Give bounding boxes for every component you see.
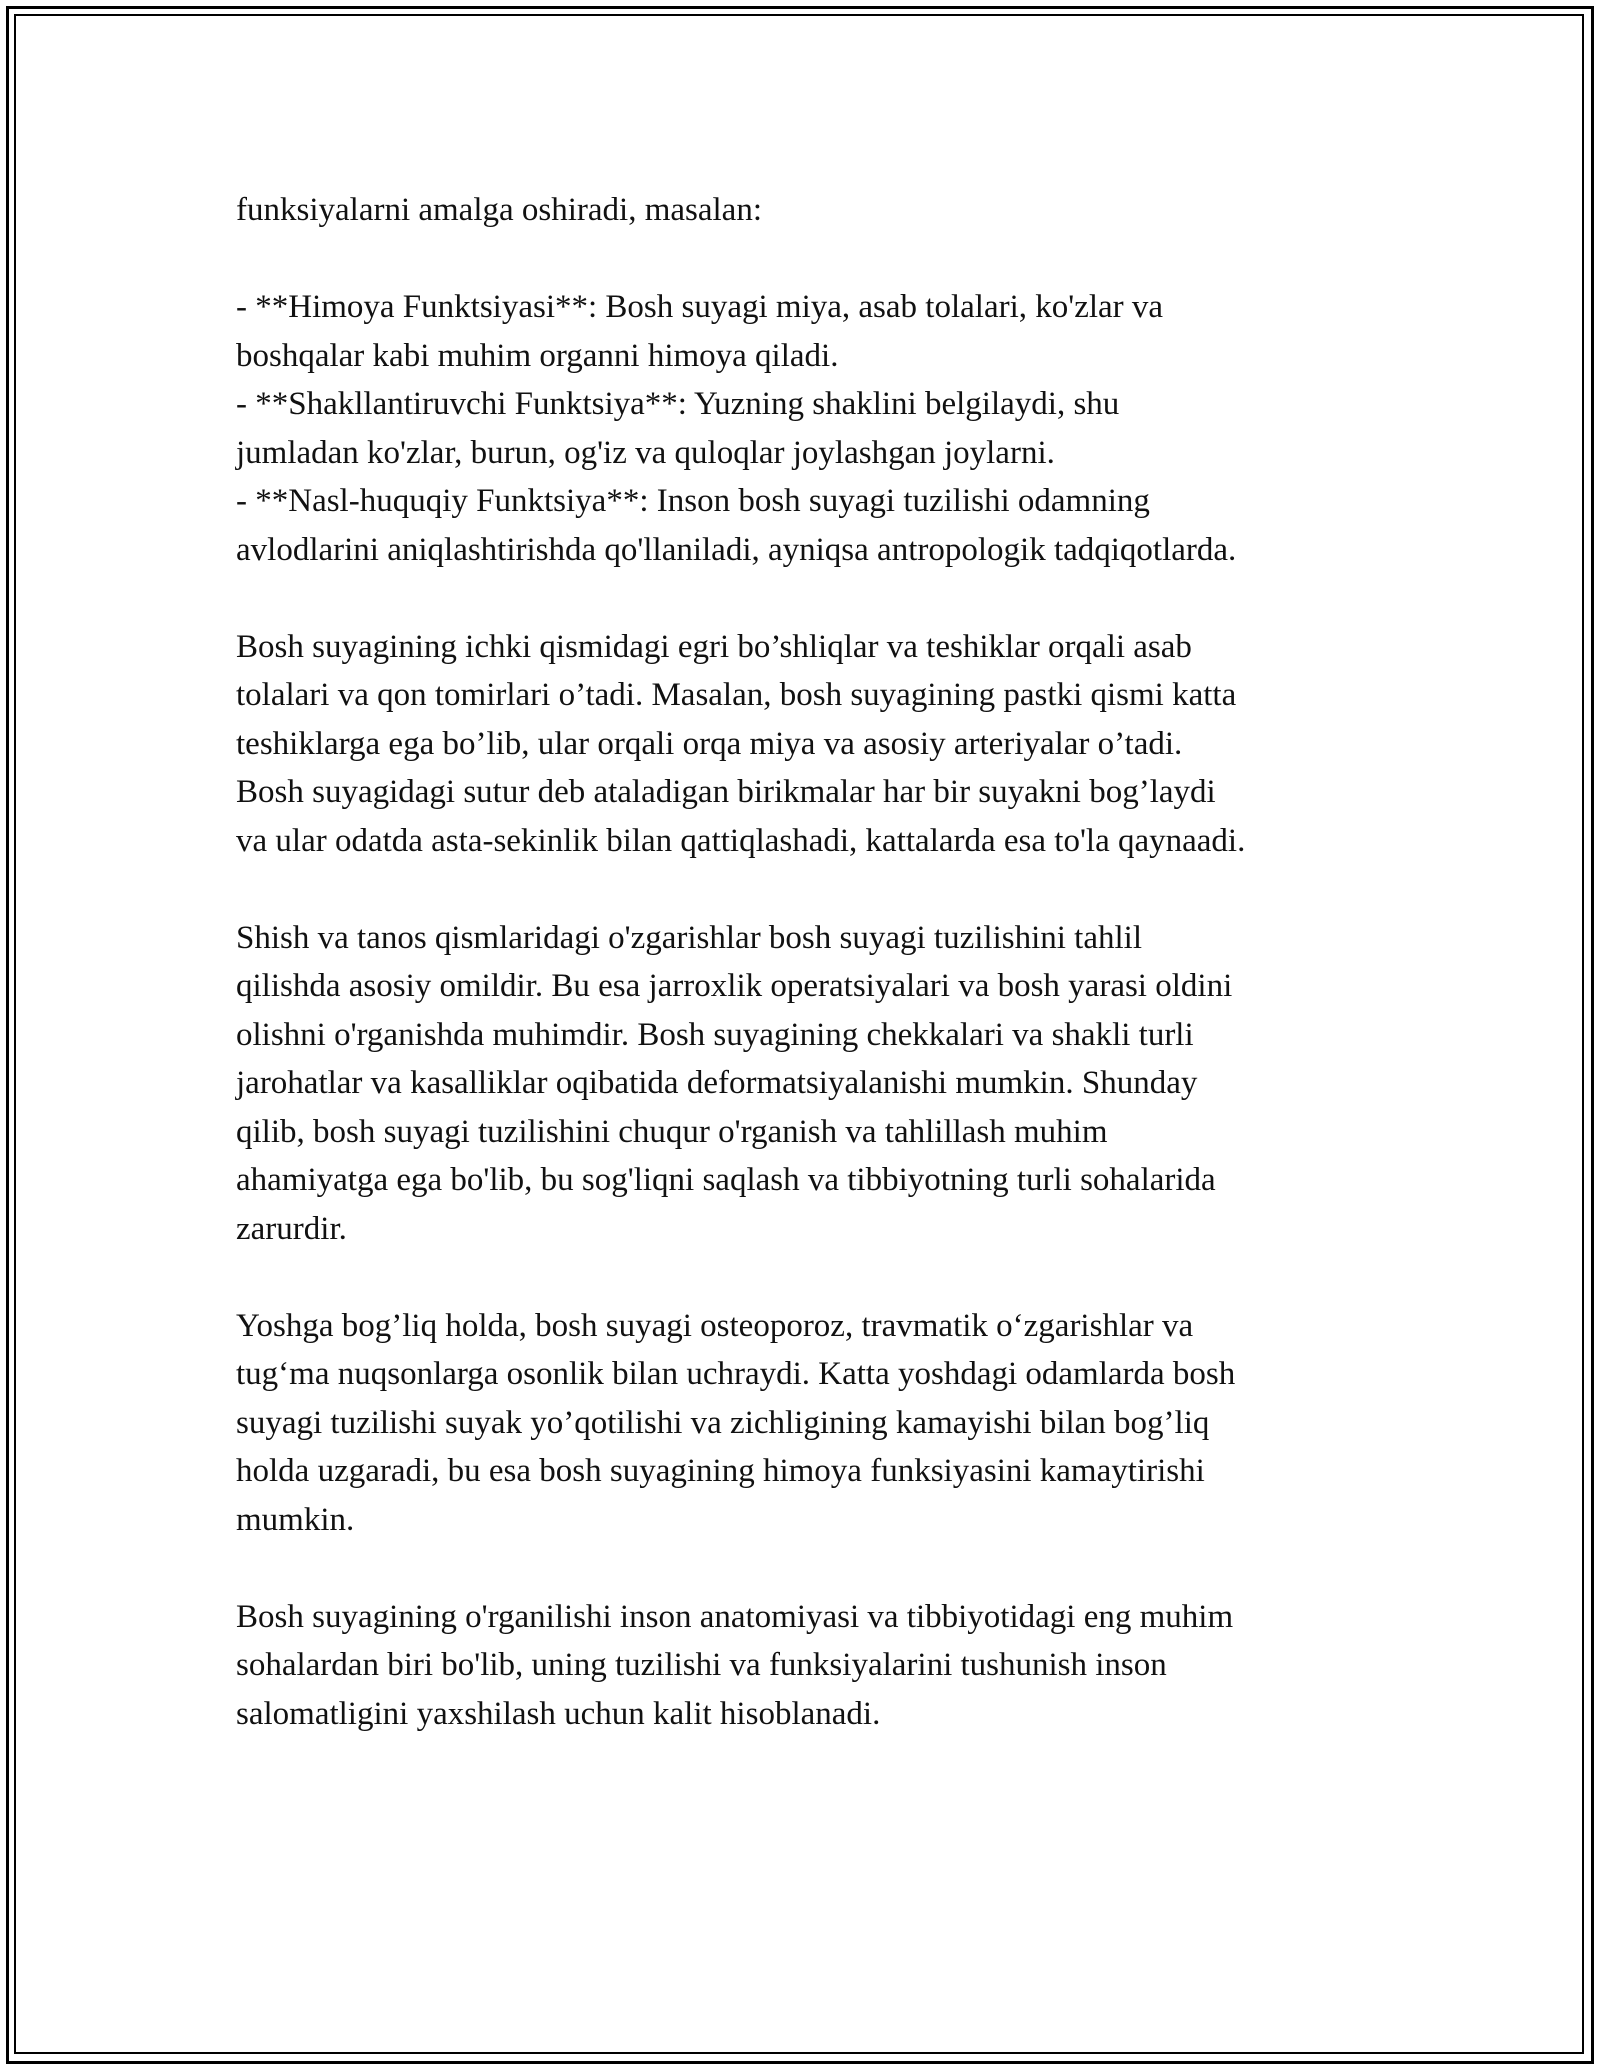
bullet-line: - **Nasl-huquqiy Funktsiya**: Inson bosh suyagi tuzilishi odamning [236,483,1150,519]
bullet-line: avlodlarini aniqlashtirishda qo'llaniladi, ayniqsa antropologik tadqiqotlarda. [236,531,1237,568]
text-line: Yoshga bog’liq holda, bosh suyagi osteoporoz, travmatik o‘zgarishlar va [236,1307,1194,1344]
text-line: qilishda asosiy omildir. Bu esa jarroxlik operatsiyalari va bosh yarasi oldini [236,968,1233,1004]
text-line: Bosh suyagining o'rganilishi inson anatomiyasi va tibbiyotidagi eng muhim [236,1598,1234,1635]
text-line: tolalari va qon tomirlari o’tadi. Masalan, bosh suyagining pastki qismi katta [236,677,1237,713]
text-line: ahamiyatga ega bo'lib, bu sog'liqni saqlash va tibbiyotning turli sohalarida [236,1162,1216,1198]
text-line: suyagi tuzilishi suyak yo’qotilishi va zichligining kamayishi bilan bog’liq [236,1404,1210,1441]
text-line: olishni o'rganishda muhimdir. Bosh suyagining chekkalari va shakli turli [236,1016,1194,1053]
bullet-line: boshqalar kabi muhim organni himoya qiladi. [236,337,839,374]
text-line: teshiklarga ega bo’lib, ular orqali orqa miya va asosiy arteriyalar o’tadi. [236,725,1183,762]
text-line: tug‘ma nuqsonlarga osonlik bilan uchraydi. Katta yoshdagi odamlarda bosh [236,1356,1236,1392]
text-line: Bosh suyagining ichki qismidagi egri bo’shliqlar va teshiklar orqali asab [236,628,1192,665]
bullet-line: - **Shakllantiruvchi Funktsiya**: Yuzning shaklini belgilaydi, shu [236,386,1120,422]
text-line: mumkin. [236,1501,355,1538]
bullet-line: - **Himoya Funktsiyasi**: Bosh suyagi miya, asab tolalari, ko'zlar va [236,289,1164,325]
intro-paragraph [236,186,1416,235]
text-line: Bosh suyagidagi sutur deb ataladigan birikmalar har bir suyakni bog’laydi [236,774,1216,810]
text-line: holda uzgaradi, bu esa bosh suyagining himoya funksiyasini kamaytirishi [236,1453,1205,1489]
text-line: Shish va tanos qismlaridagi o'zgarishlar bosh suyagi tuzilishini tahlil [236,919,1143,956]
text-line: jarohatlar va kasalliklar oqibatida deformatsiyalanishi mumkin. Shunday [236,1065,1198,1101]
text-line: salomatligini yaxshilash uchun kalit hisoblanadi. [236,1695,881,1732]
text-line: zarurdir. [236,1210,347,1247]
document-body [236,186,1416,1738]
paragraph-gap [236,574,1416,623]
paragraph-internal-structure [236,623,1416,866]
function-bullet-list [236,283,1416,574]
text-line: qilib, bosh suyagi tuzilishini chuqur o'rganish va tahlillash muhim [236,1113,1108,1150]
paragraph-gap [236,1253,1416,1302]
paragraph-gap [236,865,1416,914]
text-line: sohalardan biri bo'lib, uning tuzilishi va funksiyalarini tushunish inson [236,1647,1167,1683]
bullet-line: jumladan ko'zlar, burun, og'iz va quloqlar joylashgan joylarni. [236,434,1055,471]
paragraph-gap [236,235,1416,284]
paragraph-changes-analysis [236,914,1416,1254]
paragraph-gap [236,1544,1416,1593]
text-line: va ular odatda asta-sekinlik bilan qattiqlashadi, kattalarda esa to'la qaynaadi. [236,822,1246,859]
text-line: funksiyalarni amalga oshiradi, masalan: [236,192,763,228]
paragraph-age-related [236,1302,1416,1545]
paragraph-conclusion [236,1593,1416,1739]
